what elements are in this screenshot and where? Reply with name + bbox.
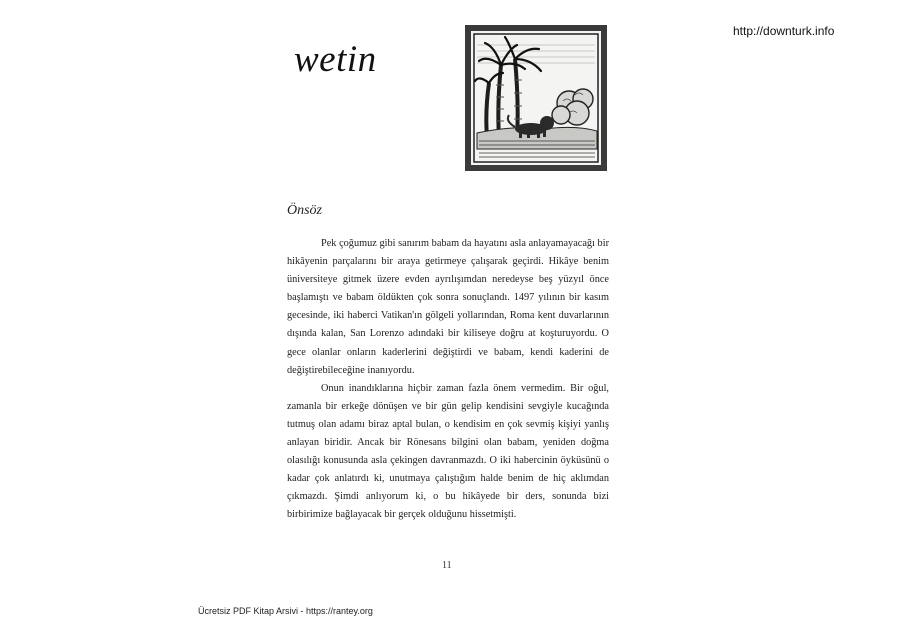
body-text xyxy=(287,235,609,525)
woodcut-lion-palms-illustration xyxy=(465,25,607,171)
section-heading: Önsöz xyxy=(287,203,323,218)
book-title: wetin xyxy=(294,39,377,80)
paragraph: Pek çoğumuz gibi sanırım babam da hayatını asla anlayamayacağı bir hikâyenin parçalarını bir araya getirmeye çalışarak geçirdi. Hikâye benim üniversiteye gitmek üzere evden ayrılışımdan neredeyse beş yüzyıl önce başlamıştı ve babam öldükten çok sonra sonuçlandı. 1497 yılının bir kasım gecesinde, iki haberci Vatikan'ın gölgeli yollarından, Roma kent duvarlarının dışında kalan, San Lorenzo adındaki bir kiliseye doğru at koşturuyordu. O gece olanlar onların kaderlerini değiştirdi ve babam, kendi kaderini de değiştirebileceğine inanıyordu. xyxy=(287,238,609,376)
source-url[interactable]: http://downturk.info xyxy=(733,24,835,38)
page-number: 11 xyxy=(442,560,452,571)
paragraph: Onun inandıklarına hiçbir zaman fazla önem vermedim. Bir oğul, zamanla bir erkeğe dönüşen ve bir gün gelip kendisini sevgiyle kucağında tutmuş olan adamı biraz aptal bulan, o kendisim en çok sevmiş kişiyi yanlış anlayan biridir. Ancak bir Rönesans bilgini olan babam, yeniden doğma olasılığı konusunda asla çekingen davranmazdı. O iki habercinin öyküsünü o kadar çok anlatırdı ki, unutmaya çalıştığım halde benim de hiç aklımdan çıkmazdı. Şimdi anlıyorum ki, o bu hikâyede bir ders, sonunda bizi birbirimize bağlayacak bir gerçek olduğunu hissetmişti. xyxy=(287,382,609,521)
footer-note: Ücretsiz PDF Kitap Arsivi - https://rantey.org xyxy=(198,606,373,616)
